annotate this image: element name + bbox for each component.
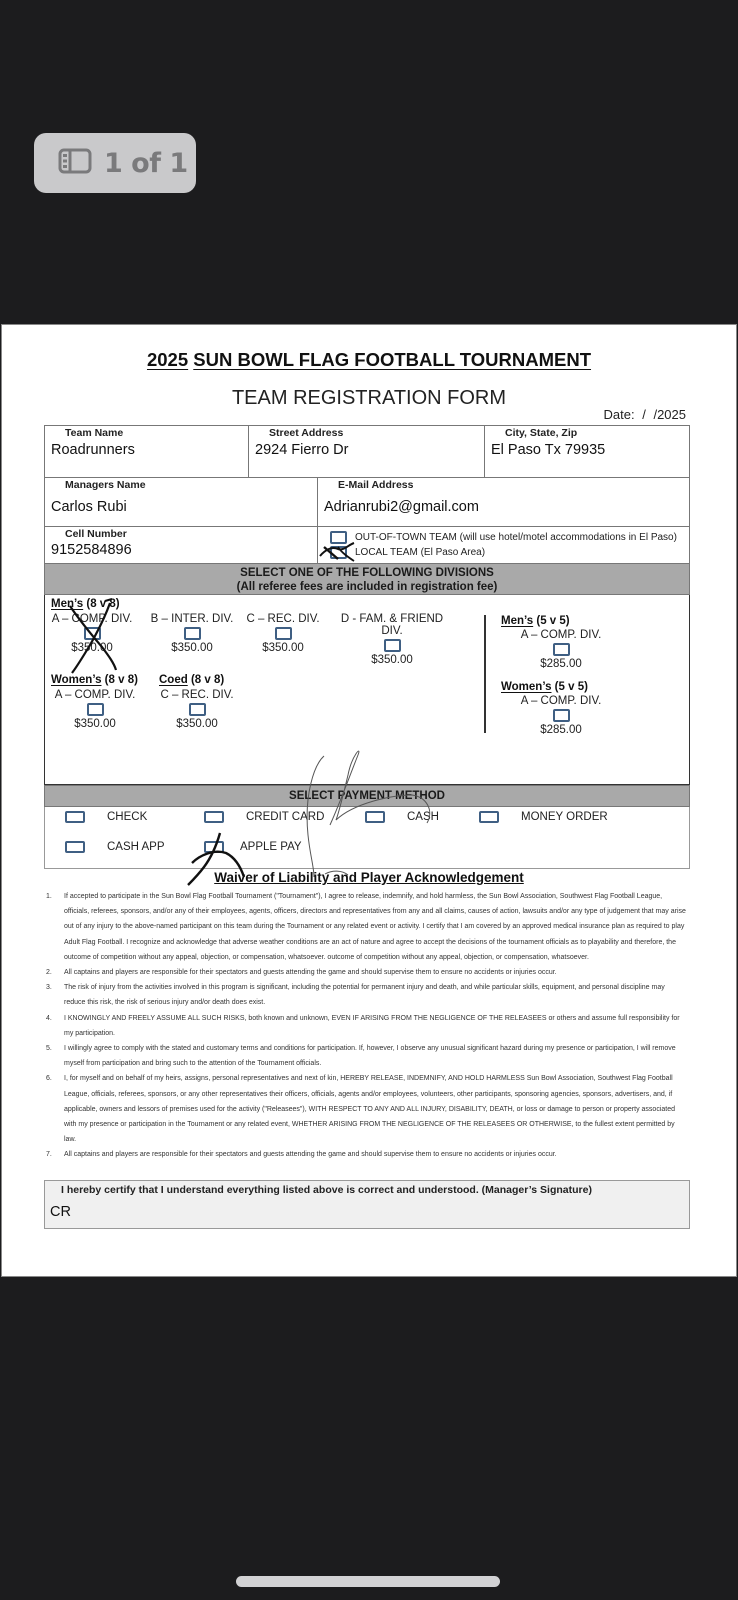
mens-8v8-a-comp-checkbox[interactable]	[84, 627, 101, 640]
team-name-field[interactable]: Team Name Roadrunners	[45, 426, 249, 477]
cell-number-field[interactable]: Cell Number 9152584896	[45, 527, 318, 566]
date-field: Date: / /2025	[603, 407, 686, 422]
email-field[interactable]: E-Mail Address Adrianrubi2@gmail.com	[324, 479, 479, 515]
out-of-town-checkbox[interactable]	[330, 531, 347, 544]
team-type-group	[318, 527, 689, 566]
division-option[interactable]: B – INTER. DIV. $350.00	[150, 613, 234, 654]
mens-8v8-heading: Men’s (8 v 8)	[51, 598, 120, 610]
waiver-list	[46, 889, 688, 1163]
waiver-item: 6. I, for myself and on behalf of my heirs, assigns, personal representatives and next of kin, HEREBY RELEASE, INDEMNIFY, AND HOLD HARMLESS Sun Bowl Association, Southwest Flag Football League, officials, referees, sponsors, or any other representatives their officers, officials, agents and/or employees, volunteers, other participants, sponsoring agencies, sponsors, advertisers, and, if applicable, owners and lessors of premises used for the activity ("Releasees"), WITH RESPECT TO ANY AND ALL INJURY, DISABILITY, DEATH, or loss or damage to person or property associated with my presence or participation in the Tournament or any related event, WHETHER ARISING FROM THE NEGLIGENCE OF THE RELEASEES OR OTHERWISE, to the fullest extent permitted by law.	[46, 1075, 675, 1144]
local-team-checkbox[interactable]	[330, 546, 347, 559]
division-option[interactable]: A – COMP. DIV. $285.00	[520, 629, 602, 670]
womens-8v8-heading: Women’s (8 v 8)	[51, 674, 138, 686]
payment-header: SELECT PAYMENT METHOD	[44, 785, 690, 807]
mens-5v5-heading: Men’s (5 v 5)	[501, 615, 570, 627]
coed-8v8-heading: Coed (8 v 8)	[159, 674, 225, 686]
money-order-checkbox[interactable]	[479, 811, 499, 823]
payment-option-cash[interactable]: CASH	[365, 811, 439, 823]
waiver-item: 3. The risk of injury from the activities involved in this program is significant, including the potential for permanent injury and death, and while particular skills, equipment, and personal discipline may reduce this risk, the risk of serious injury and/or death does exist.	[46, 984, 665, 1007]
credit-card-checkbox[interactable]	[204, 811, 224, 823]
mens-8v8-c-rec-checkbox[interactable]	[275, 627, 292, 640]
waiver-item: 7. All captains and players are responsible for their spectators and guests attending the game and should supervise them to ensure no accidents or injuries occur.	[46, 1151, 557, 1159]
street-address-field[interactable]: Street Address 2924 Fierro Dr	[249, 426, 485, 477]
page-indicator-label: 1 of 1	[104, 147, 188, 179]
womens-5v5-heading: Women’s (5 v 5)	[501, 681, 588, 693]
waiver-item: 2. All captains and players are responsible for their spectators and guests attending the game and should supervise them to ensure no accidents or injuries occur.	[46, 969, 557, 977]
mens-5v5-a-comp-checkbox[interactable]	[553, 643, 570, 656]
managers-name-field[interactable]: Managers Name Carlos Rubi	[45, 478, 318, 526]
mens-8v8-d-fam-checkbox[interactable]	[384, 639, 401, 652]
division-divider	[484, 615, 486, 733]
division-option[interactable]: C – REC. DIV. $350.00	[246, 613, 320, 654]
womens-5v5-a-comp-checkbox[interactable]	[553, 709, 570, 722]
division-option[interactable]: A – COMP. DIV. $350.00	[51, 613, 133, 654]
out-of-town-option[interactable]: OUT-OF-TOWN TEAM (will use hotel/motel accommodations in El Paso)	[330, 531, 683, 544]
mens-8v8-b-inter-checkbox[interactable]	[184, 627, 201, 640]
division-option[interactable]: A – COMP. DIV. $350.00	[54, 689, 136, 730]
division-option[interactable]: A – COMP. DIV. $285.00	[520, 695, 602, 736]
payment-option-cash-app[interactable]: CASH APP	[65, 841, 165, 853]
waiver-title: Waiver of Liability and Player Acknowledgement	[214, 870, 524, 885]
cash-app-checkbox[interactable]	[65, 841, 85, 853]
waiver-item: 5. I willingly agree to comply with the stated and customary terms and conditions for participation. If, however, I observe any unusual significant hazard during my presence or participation, I will remove myself from participation and bring such to the attention of the Tournament officials.	[46, 1045, 676, 1068]
form-subtitle: TEAM REGISTRATION FORM	[231, 387, 507, 409]
payment-option-check[interactable]: CHECK	[65, 811, 147, 823]
divisions-header: SELECT ONE OF THE FOLLOWING DIVISIONS (All referee fees are included in registration fee)	[44, 563, 690, 595]
payment-option-credit-card[interactable]: CREDIT CARD	[204, 811, 324, 823]
team-info-grid	[44, 425, 690, 567]
page-indicator-button[interactable]	[34, 133, 196, 193]
city-state-zip-field[interactable]: City, State, Zip El Paso Tx 79935	[491, 427, 606, 458]
document-page	[1, 324, 737, 1277]
cash-checkbox[interactable]	[365, 811, 385, 823]
payment-option-apple-pay[interactable]: APPLE PAY	[204, 841, 302, 853]
home-indicator-bar[interactable]	[236, 1576, 500, 1587]
payment-option-money-order[interactable]: MONEY ORDER	[479, 811, 608, 823]
womens-8v8-a-comp-checkbox[interactable]	[87, 703, 104, 716]
payment-section	[44, 807, 690, 869]
form-title: 2025 SUN BOWL FLAG FOOTBALL TOURNAMENT	[146, 349, 592, 370]
check-checkbox[interactable]	[65, 811, 85, 823]
local-team-option[interactable]: LOCAL TEAM (El Paso Area)	[330, 546, 683, 559]
divisions-section	[44, 595, 690, 785]
apple-pay-checkbox[interactable]	[204, 841, 224, 853]
division-option[interactable]: D - FAM. & FRIEND DIV. $350.00	[340, 613, 444, 666]
waiver-item: 4. I KNOWINGLY AND FREELY ASSUME ALL SUCH RISKS, both known and unknown, EVEN IF ARISING FROM THE NEGLIGENCE OF THE RELEASEES or others and assume full responsibility for my participation.	[46, 1014, 680, 1037]
coed-8v8-c-rec-checkbox[interactable]	[189, 703, 206, 716]
division-option[interactable]: C – REC. DIV. $350.00	[160, 689, 234, 730]
sidebar-icon	[58, 148, 92, 179]
waiver-item: 1. If accepted to participate in the Sun Bowl Flag Football Tournament ("Tournament"), I agree to release, indemnify, and hold harmless, the Sun Bowl Association, Southwest Flag Football League, officials, referees, sponsors, and/or any of their employees, agents, officers, directors and representatives from any and all claims, causes of action, lawsuits and/or any type of judgement that may arise out of any injury to the above-named participant on this team during the Tournament or any related event or activity. I certify that I am covered by an approved medical insurance plan as required to play Adult Flag Football. I recognize and acknowledge that adverse weather conditions are an act of nature and agree to accept the decisions of the tournament officials as to playability and therefore, the outcome of competition without any appeal, objection, or compensation, whatsoever. outcome of competition without any appeal, objection, or compensation, whatsoever.	[46, 893, 686, 961]
signature-field[interactable]: I hereby certify that I understand everything listed above is correct and understood. (Manager’s Signature) CR	[44, 1180, 690, 1229]
